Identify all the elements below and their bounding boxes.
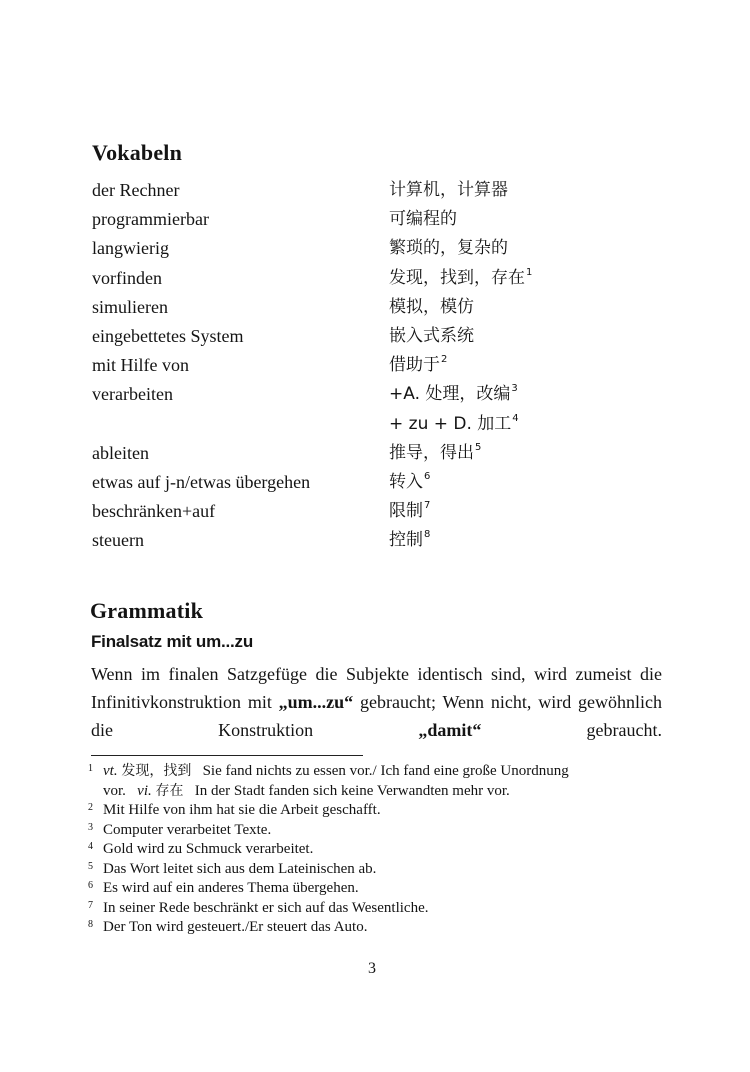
footnote-ref: 3 [511,383,518,395]
footnote-item: 5 Das Wort leitet sich aus dem Lateinischen ab. [88,860,668,880]
footnote-ref: 5 [475,441,482,453]
chinese-translation: 推导，得出$^5$ [389,441,482,463]
vocab-row [92,205,652,234]
footnote-number: 1 [88,763,93,774]
vocab-row [92,176,652,205]
vocab-row [92,293,652,322]
grammar-paragraph: Wenn im finalen Satzgefüge die Subjekte identisch sind, wird zumeist die Infinitivkonstruktion mit „um...zu“ gebraucht; Wenn nicht, wird gewöhnlich die Konstruktion „damit“ gebraucht. [91,664,663,740]
footnote-item: 2 Mit Hilfe von ihm hat sie die Arbeit geschafft. [88,801,668,821]
footnote-ref: 7 [424,500,431,512]
footnote-ref: 8 [424,529,431,541]
grammar-heading: Grammatik [90,598,204,623]
vocab-row [92,497,652,526]
footnote-number: 3 [88,821,93,833]
footnote-ref: 6 [424,470,431,482]
german-term: simulieren [92,296,168,317]
chinese-translation: + zu + D. 加工$^4$ [389,412,519,434]
german-term: langwierig [92,238,169,259]
german-term: vorfinden [92,267,162,288]
footnote-ref: 4 [512,412,519,424]
vocab-row [92,526,652,555]
vocab-row [92,351,652,380]
footnote-number: 6 [88,880,93,891]
german-term: steuern [92,530,144,551]
vocabulary-list [92,176,652,555]
bold-term-damit: „damit“ [418,720,482,740]
vocab-row [92,264,652,293]
footnote-number: 2 [88,802,93,813]
footnote-item-continuation: vor. vi. 存在 In der Stadt fanden sich keine Verwandten mehr vor. [103,782,510,799]
chinese-translation: 计算机，计算器 [389,180,508,200]
chinese-translation: 模拟，模仿 [389,296,474,317]
german-term: der Rechner [92,180,180,200]
german-term: etwas auf j-n/etwas übergehen [92,471,311,492]
vocab-row [92,234,652,263]
chinese-translation: 可编程的 [389,209,457,230]
footnote-item: 8 Der Ton wird gesteuert./Er steuert das Auto. [88,918,668,938]
footnote-item: 1 vt. 发现，找到 Sie fand nichts zu essen vor./ Ich fand eine große Unordnung [88,762,668,782]
german-term: ableiten [92,442,149,463]
vocabulary-heading: Vokabeln [92,140,183,165]
german-term: verarbeiten [92,384,173,405]
german-term: beschränken+auf [92,501,216,522]
footnote-item: 4 Gold wird zu Schmuck verarbeitet. [88,840,668,860]
chinese-translation: 控制$^8$ [389,529,431,551]
grammar-subheading: Finalsatz mit um...zu [91,632,254,651]
footnote-separator [91,755,363,756]
bold-term-um-zu: „um...zu“ [278,692,354,712]
footnote-number: 7 [88,899,93,911]
vocab-row [92,468,652,497]
footnote-item: 3 Computer verarbeitet Texte. [88,821,668,841]
chinese-translation: 转入$^6$ [389,470,431,492]
footnotes [88,762,668,938]
german-term: programmierbar [92,209,209,230]
footnote-item: 7 In seiner Rede beschränkt er sich auf das Wesentliche. [88,899,668,919]
vocab-row [92,439,652,468]
german-term: eingebettetes System [92,325,244,346]
chinese-translation: 发现，找到，存在$^1$ [389,266,533,288]
chinese-translation: 繁琐的，复杂的 [389,238,508,259]
vocab-row [92,410,652,439]
chinese-translation: +A. 处理，改编$^3$ [389,383,518,405]
footnote-number: 4 [88,841,93,852]
vocab-row [92,380,652,409]
chinese-translation: 限制$^7$ [389,500,431,522]
chinese-translation: 借助于$^2$ [389,354,448,376]
footnote-ref: 2 [441,354,448,366]
vocab-row [92,322,652,351]
chinese-translation: 嵌入式系统 [389,325,474,346]
german-term: mit Hilfe von [92,355,189,376]
footnote-number: 5 [88,860,93,872]
page-number: 3 [368,960,376,977]
footnote-number: 8 [88,919,93,930]
footnote-ref: 1 [526,266,533,278]
footnote-item: 6 Es wird auf ein anderes Thema übergehen. [88,879,668,899]
